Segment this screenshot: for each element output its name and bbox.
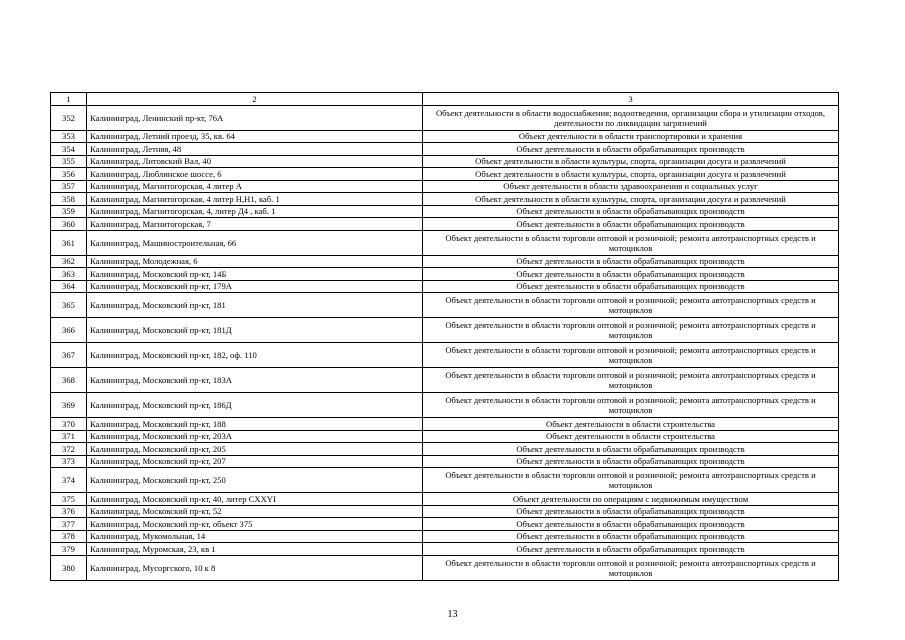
table-row (51, 468, 839, 493)
row-activity: Объект деятельности в области культуры, спорта, организации досуга и развлечений (423, 155, 839, 168)
row-number: 352 (51, 105, 87, 130)
row-address: Калининград, Люблинское шоссе, 6 (87, 168, 423, 181)
row-activity: Объект деятельности по операциям с недвижимым имуществом (423, 493, 839, 506)
table-row (51, 443, 839, 456)
row-number: 366 (51, 318, 87, 343)
header-row (51, 93, 839, 106)
table-row (51, 280, 839, 293)
row-activity: Объект деятельности в области обрабатывающих производств (423, 268, 839, 281)
column-header-activity: 3 (423, 93, 839, 106)
row-address: Калининград, Литовский Вал, 40 (87, 155, 423, 168)
row-address: Калининград, Магнитогорская, 7 (87, 218, 423, 231)
row-address: Калининград, Московский пр-кт, 52 (87, 505, 423, 518)
row-address: Калининград, Московский пр-кт, 181Д (87, 318, 423, 343)
table-row (51, 230, 839, 255)
row-number: 374 (51, 468, 87, 493)
row-address: Калининград, Московский пр-кт, 14Б (87, 268, 423, 281)
row-number: 364 (51, 280, 87, 293)
row-activity: Объект деятельности в области культуры, спорта, организации досуга и развлечений (423, 168, 839, 181)
row-activity: Объект деятельности в области торговли оптовой и розничной; ремонта автотранспортных средств и мотоциклов (423, 318, 839, 343)
table-row (51, 368, 839, 393)
row-activity: Объект деятельности в области обрабатывающих производств (423, 505, 839, 518)
row-activity: Объект деятельности в области обрабатывающих производств (423, 455, 839, 468)
row-activity: Объект деятельности в области обрабатывающих производств (423, 255, 839, 268)
row-number: 359 (51, 205, 87, 218)
row-activity: Объект деятельности в области торговли оптовой и розничной; ремонта автотранспортных средств и мотоциклов (423, 343, 839, 368)
row-activity: Объект деятельности в области обрабатывающих производств (423, 280, 839, 293)
table-row (51, 218, 839, 231)
row-number: 368 (51, 368, 87, 393)
row-number: 354 (51, 143, 87, 156)
column-header-number: 1 (51, 93, 87, 106)
row-number: 375 (51, 493, 87, 506)
row-activity: Объект деятельности в области здравоохранения и социальных услуг (423, 180, 839, 193)
row-number: 357 (51, 180, 87, 193)
row-number: 376 (51, 505, 87, 518)
table-row (51, 343, 839, 368)
row-address: Калининград, Молодежная, 6 (87, 255, 423, 268)
table-row (51, 130, 839, 143)
row-address: Калининград, Магнитогорская, 4 литер А (87, 180, 423, 193)
row-number: 361 (51, 230, 87, 255)
row-address: Калининград, Магнитогорская, 4, литер Д4 , каб. 1 (87, 205, 423, 218)
row-activity: Объект деятельности в области обрабатывающих производств (423, 518, 839, 531)
table-row (51, 418, 839, 431)
table-row (51, 455, 839, 468)
table-row (51, 168, 839, 181)
row-activity: Объект деятельности в области обрабатывающих производств (423, 530, 839, 543)
row-activity: Объект деятельности в области строительства (423, 418, 839, 431)
table-row (51, 530, 839, 543)
row-address: Калининград, Московский пр-кт, 40, литер CXXYI (87, 493, 423, 506)
row-activity: Объект деятельности в области торговли оптовой и розничной; ремонта автотранспортных средств и мотоциклов (423, 368, 839, 393)
registry-table (50, 92, 839, 581)
row-address: Калининград, Летняя, 48 (87, 143, 423, 156)
table-row (51, 543, 839, 556)
row-address: Калининград, Московский пр-кт, 183А (87, 368, 423, 393)
table-row (51, 143, 839, 156)
row-activity: Объект деятельности в области обрабатывающих производств (423, 443, 839, 456)
row-address: Калининград, Мукомольная, 14 (87, 530, 423, 543)
table-row (51, 555, 839, 580)
row-number: 377 (51, 518, 87, 531)
table-row (51, 430, 839, 443)
row-activity: Объект деятельности в области торговли оптовой и розничной; ремонта автотранспортных средств и мотоциклов (423, 468, 839, 493)
page-number: 13 (447, 609, 458, 620)
table-row (51, 255, 839, 268)
row-number: 372 (51, 443, 87, 456)
row-number: 367 (51, 343, 87, 368)
table-row (51, 193, 839, 206)
row-activity: Объект деятельности в области обрабатывающих производств (423, 205, 839, 218)
row-address: Калининград, Муромская, 23, кв 1 (87, 543, 423, 556)
row-number: 378 (51, 530, 87, 543)
table-row (51, 318, 839, 343)
row-activity: Объект деятельности в области торговли оптовой и розничной; ремонта автотранспортных средств и мотоциклов (423, 230, 839, 255)
row-address: Калининград, Машиностроительная, 66 (87, 230, 423, 255)
row-number: 365 (51, 293, 87, 318)
row-number: 358 (51, 193, 87, 206)
row-activity: Объект деятельности в области транспортировки и хранения (423, 130, 839, 143)
row-activity: Объект деятельности в области строительства (423, 430, 839, 443)
row-address: Калининград, Московский пр-кт, 179А (87, 280, 423, 293)
table-row (51, 505, 839, 518)
row-address: Калининград, Московский пр-кт, 250 (87, 468, 423, 493)
row-activity: Объект деятельности в области обрабатывающих производств (423, 543, 839, 556)
row-address: Калининград, Московский пр-кт, 207 (87, 455, 423, 468)
row-address: Калининград, Летний проезд, 35, кв. 64 (87, 130, 423, 143)
row-activity: Объект деятельности в области культуры, спорта, организации досуга и развлечений (423, 193, 839, 206)
registry-table-body (51, 93, 839, 581)
table-row (51, 518, 839, 531)
table-row (51, 180, 839, 193)
table-row (51, 268, 839, 281)
row-number: 371 (51, 430, 87, 443)
row-address: Калининград, Московский пр-кт, 188 (87, 418, 423, 431)
row-number: 373 (51, 455, 87, 468)
row-number: 369 (51, 393, 87, 418)
row-activity: Объект деятельности в области обрабатывающих производств (423, 218, 839, 231)
row-address: Калининград, Московский пр-кт, 205 (87, 443, 423, 456)
row-number: 353 (51, 130, 87, 143)
row-address: Калининград, Ленинский пр-кт, 76А (87, 105, 423, 130)
row-activity: Объект деятельности в области торговли оптовой и розничной; ремонта автотранспортных средств и мотоциклов (423, 393, 839, 418)
row-number: 370 (51, 418, 87, 431)
table-row (51, 493, 839, 506)
row-number: 356 (51, 168, 87, 181)
column-header-address: 2 (87, 93, 423, 106)
row-address: Калининград, Московский пр-кт, объект 375 (87, 518, 423, 531)
row-activity: Объект деятельности в области торговли оптовой и розничной; ремонта автотранспортных средств и мотоциклов (423, 293, 839, 318)
row-address: Калининград, Московский пр-кт, 203А (87, 430, 423, 443)
row-address: Калининград, Мусоргского, 10 к 8 (87, 555, 423, 580)
row-number: 360 (51, 218, 87, 231)
row-number: 355 (51, 155, 87, 168)
row-number: 363 (51, 268, 87, 281)
row-number: 380 (51, 555, 87, 580)
row-activity: Объект деятельности в области обрабатывающих производств (423, 143, 839, 156)
row-address: Калининград, Магнитогорская, 4 литер Н,Н1, каб. 1 (87, 193, 423, 206)
row-number: 362 (51, 255, 87, 268)
table-row (51, 205, 839, 218)
table-row (51, 105, 839, 130)
row-activity: Объект деятельности в области водоснабжения; водоотведения, организации сбора и утилизации отходов, деятельности по ликвидации загрязнений (423, 105, 839, 130)
row-activity: Объект деятельности в области торговли оптовой и розничной; ремонта автотранспортных средств и мотоциклов (423, 555, 839, 580)
row-address: Калининград, Московский пр-кт, 182, оф. 110 (87, 343, 423, 368)
row-number: 379 (51, 543, 87, 556)
row-address: Калининград, Московский пр-кт, 186Д (87, 393, 423, 418)
row-address: Калининград, Московский пр-кт, 181 (87, 293, 423, 318)
table-row (51, 393, 839, 418)
table-row (51, 155, 839, 168)
table-row (51, 293, 839, 318)
